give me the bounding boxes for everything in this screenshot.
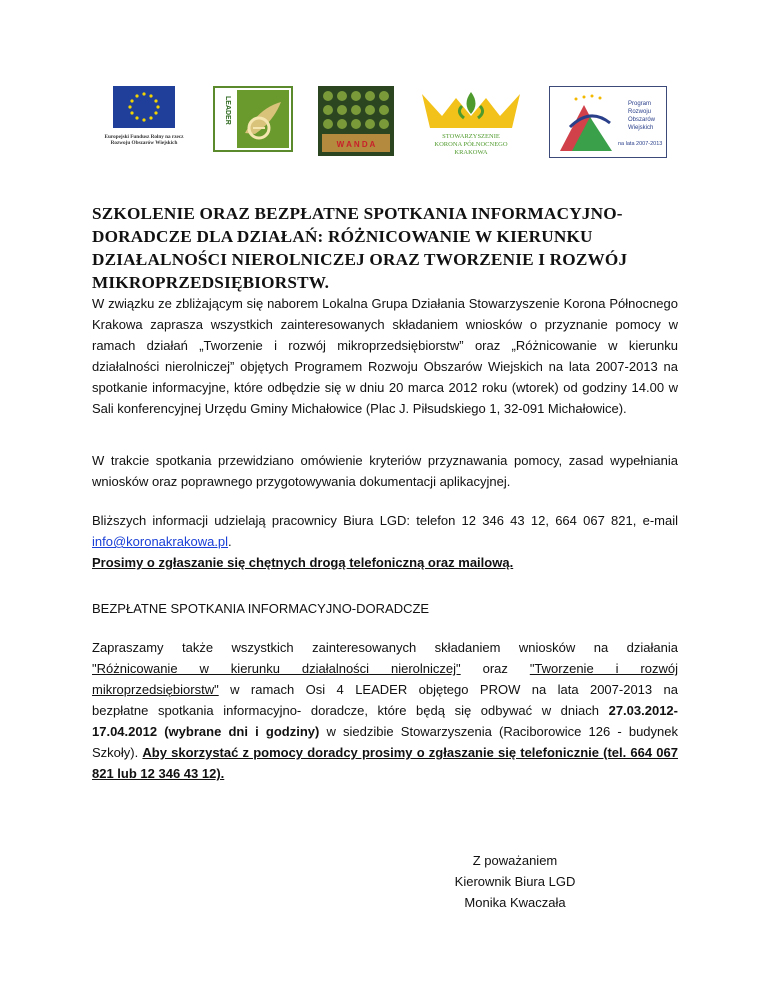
prow-years: na lata 2007-2013: [618, 141, 663, 147]
paragraph-intro: W związku ze zbliżającym się naborem Lokalna Grupa Działania Stowarzyszenie Korona Północnego Krakowa zaprasza wszystkich zainteresowanych składaniem wniosków o przyznanie pomocy w ramach działań „Tworzenie i rozwój mikroprzedsiębiorstw” oraz „Różnicowanie w kierunku działalności nierolniczej” objętych Programem Rozwoju Obszarów Wiejskich na lata 2007-2013 na spotkanie informacyjne, które odbędzie się w dniu 20 marca 2012 roku (wtorek) od godziny 14.00 w Sali konferencyjnej Urzędu Gminy Michałowice (Plac J. Piłsudskiego 1, 32-091 Michałowice).: [92, 296, 678, 416]
phone-request: Aby skorzystać z pomocy doradcy prosimy o zgłaszanie się telefonicznie (tel. 664 067 821 lub 12 346 43 12).: [92, 745, 678, 781]
date-start: 27.03.2012-: [608, 703, 678, 718]
consulting-line-6: [92, 742, 678, 784]
consulting-line-1: Zapraszamy także wszystkich zainteresowanych składaniem wniosków na działania: [92, 640, 678, 655]
date-end: 17.04.2012 (wybrane dni i godziny): [92, 724, 320, 739]
svg-text:Rozwoju: Rozwoju: [628, 109, 652, 115]
signature-role: Kierownik Biura LGD: [454, 874, 576, 889]
consulting-text-3: w ramach Osi 4 LEADER objętego PROW na lata 2007-2013 na: [218, 682, 678, 697]
contact-text: Bliższych informacji udzielają pracownicy Biura LGD: telefon 12 346 43 12, 664 067 821, e-mail: [92, 513, 678, 528]
eu-caption: Europejski Fundusz Rolny na rzecz Rozwoju Obszarów Wiejskich: [104, 134, 184, 147]
paragraph-agenda: W trakcie spotkania przewidziano omówienie kryteriów przyznawania pomocy, zasad wypełniania wniosków oraz poprawnego przygotowywania dokumentacji aplikacyjnej.: [92, 453, 678, 489]
email-link[interactable]: info@koronakrakowa.pl: [92, 534, 229, 549]
action-diversification: "Różnicowanie w kierunku działalności nierolniczej": [92, 661, 461, 676]
action-micro-start: "Tworzenie i rozwój: [529, 661, 678, 676]
consulting-line-2: [92, 658, 678, 679]
svg-text:Wiejskich: Wiejskich: [628, 125, 654, 131]
wanda-text: W A N D A: [336, 140, 376, 149]
wanda-logo: [318, 86, 394, 156]
section-heading: BEZPŁATNE SPOTKANIA INFORMACYJNO-DORADCZE: [92, 601, 430, 616]
prow-logo: [549, 86, 667, 158]
consulting-text-5: w siedzibie Stowarzyszenia (Raciborowice 126 - budynek: [319, 724, 678, 739]
signature-block: [430, 850, 600, 913]
consulting-text-4: bezpłatne spotkania informacyjno- doradcze, które będą się odbywać w dniach: [92, 703, 609, 718]
consulting-line-4: [92, 700, 678, 721]
consulting-line-5: [92, 721, 678, 742]
eu-logo: [103, 86, 185, 147]
consulting-line-3: [92, 679, 678, 700]
signature-name: Monika Kwaczała: [464, 895, 566, 910]
leader-logo: [213, 86, 293, 152]
connector: oraz: [460, 661, 530, 676]
korona-logo: [412, 86, 530, 158]
svg-text:Obszarów: Obszarów: [628, 117, 656, 123]
signature-closing: Z poważaniem: [472, 853, 558, 868]
svg-text:Program: Program: [628, 101, 652, 107]
logo-bar: [0, 86, 768, 158]
consulting-text-6: Szkoły).: [92, 745, 143, 760]
document-title: SZKOLENIE ORAZ BEZPŁATNE SPOTKANIA INFORMACYJNO-DORADCZE DLA DZIAŁAŃ: RÓŻNICOWANIE W KIERUNKU DZIAŁALNOŚCI NIEROLNICZEJ ORAZ TWORZENIE I ROZWÓJ MIKROPRZEDSIĘBIORSTW.: [92, 204, 628, 292]
action-micro-end: mikroprzedsiębiorstw": [92, 682, 219, 697]
paragraph-contact: [92, 510, 678, 573]
leader-text: LEADER: [224, 96, 231, 125]
contact-request: Prosimy o zgłaszanie się chętnych drogą telefoniczną oraz mailową.: [92, 555, 514, 570]
eu-flag-icon: [113, 86, 175, 128]
contact-period: .: [228, 534, 232, 549]
svg-text:STOWARZYSZENIE: STOWARZYSZENIE: [442, 133, 500, 140]
svg-text:KRAKOWA: KRAKOWA: [454, 149, 488, 156]
svg-text:KORONA PÓŁNOCNEGO: KORONA PÓŁNOCNEGO: [434, 141, 508, 148]
paragraph-consulting: [92, 637, 678, 784]
